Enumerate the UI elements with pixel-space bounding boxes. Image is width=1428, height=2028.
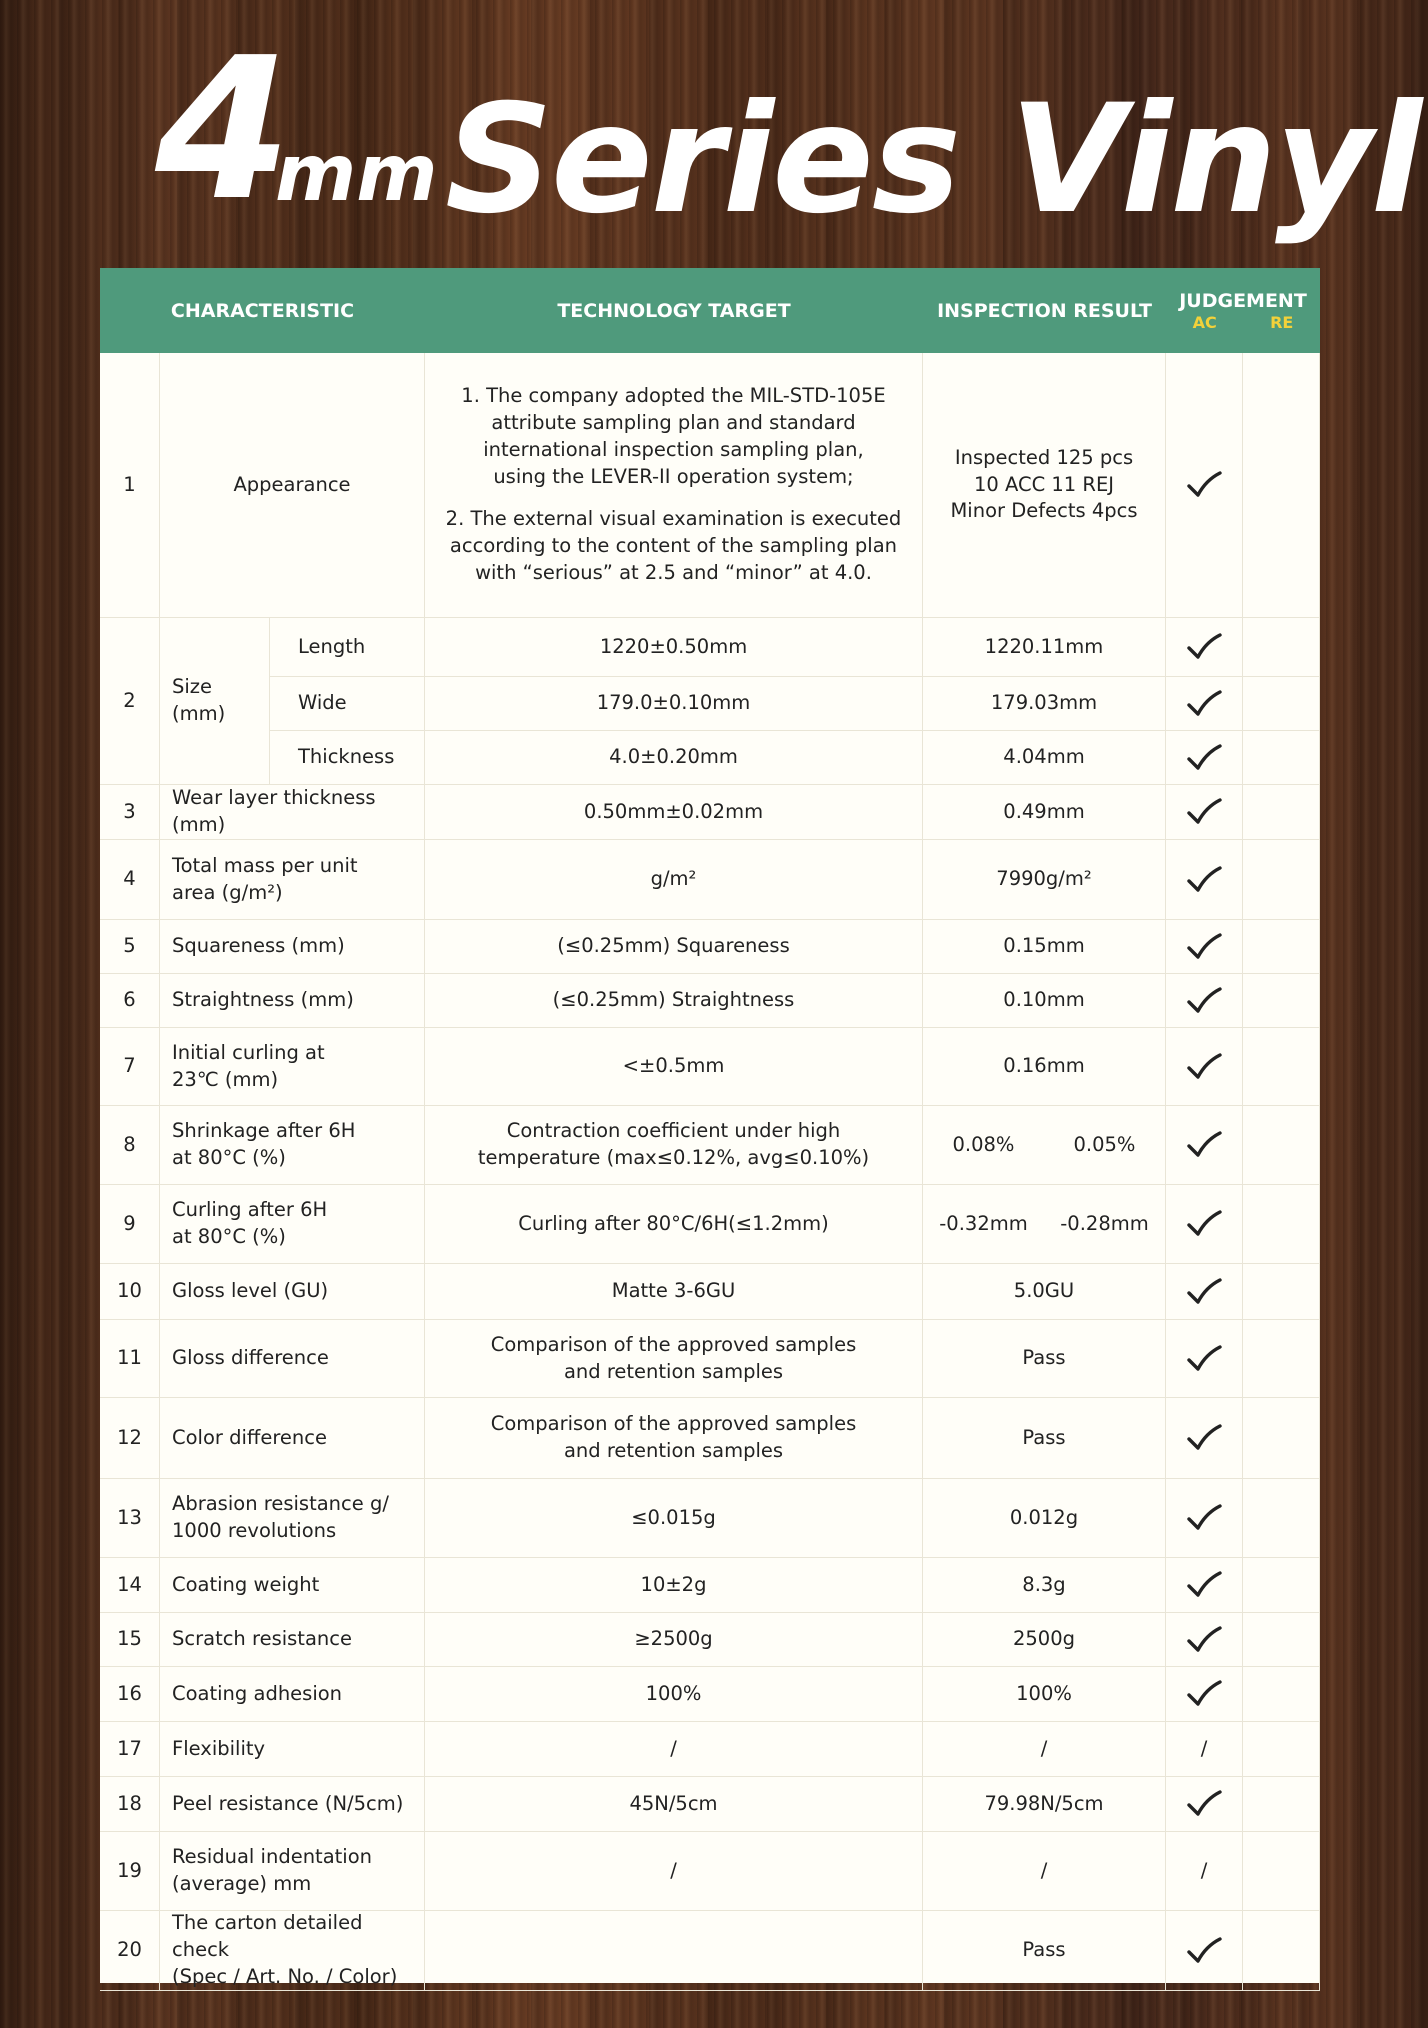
- inspection-result: 1220.11mm: [923, 618, 1166, 677]
- judgement-ac: [1166, 1667, 1243, 1722]
- technology-target: Contraction coefficient under high temperature (max≤0.12%, avg≤0.10%): [425, 1106, 923, 1185]
- row-number: 7: [100, 1028, 160, 1106]
- sub-characteristic-wide: Wide: [270, 677, 425, 731]
- technology-target: 4.0±0.20mm: [425, 731, 923, 785]
- characteristic-name: Shrinkage after 6H at 80°C (%): [160, 1106, 425, 1185]
- judgement-ac: [1166, 353, 1243, 618]
- judgement-re: [1243, 353, 1320, 618]
- inspection-result: [923, 1106, 1166, 1185]
- judgement-ac: [1166, 618, 1243, 677]
- checkmark-icon: [1186, 1679, 1222, 1709]
- characteristic-name: The carton detailed check (Spec / Art. No. / Color): [160, 1911, 425, 1991]
- judgement-re: [1243, 1185, 1320, 1264]
- row-number: 6: [100, 974, 160, 1028]
- judgement-re: [1243, 1832, 1320, 1911]
- checkmark-icon: [1186, 1052, 1222, 1082]
- result-value-1: 0.08%: [952, 1132, 1015, 1156]
- judgement-re: [1243, 920, 1320, 974]
- judgement-re: [1243, 1106, 1320, 1185]
- row-number: 10: [100, 1264, 160, 1320]
- technology-target: 1220±0.50mm: [425, 618, 923, 677]
- checkmark-icon: [1186, 1130, 1222, 1160]
- characteristic-name: Initial curling at 23℃ (mm): [160, 1028, 425, 1106]
- checkmark-icon: [1186, 1503, 1222, 1533]
- row-number: 3: [100, 785, 160, 840]
- technology-target: Comparison of the approved samples and retention samples: [425, 1320, 923, 1398]
- inspection-result: /: [923, 1832, 1166, 1911]
- characteristic-name: Residual indentation (average) mm: [160, 1832, 425, 1911]
- checkmark-icon: [1186, 1936, 1222, 1966]
- technology-target: [425, 1911, 923, 1991]
- technology-target: Comparison of the approved samples and retention samples: [425, 1398, 923, 1479]
- header-technology-target: TECHNOLOGY TARGET: [425, 268, 923, 353]
- row-number: 4: [100, 840, 160, 920]
- checkmark-icon: [1186, 1209, 1222, 1239]
- judgement-ac: [1166, 731, 1243, 785]
- technology-target: ≤0.015g: [425, 1479, 923, 1558]
- characteristic-name: Gloss level (GU): [160, 1264, 425, 1320]
- inspection-result: 0.16mm: [923, 1028, 1166, 1106]
- technology-target: [425, 353, 923, 618]
- checkmark-icon: [1186, 743, 1222, 773]
- checkmark-icon: [1186, 1344, 1222, 1374]
- inspection-result: Pass: [923, 1398, 1166, 1479]
- checkmark-icon: [1186, 689, 1222, 719]
- characteristic-name: Color difference: [160, 1398, 425, 1479]
- characteristic-name: Squareness (mm): [160, 920, 425, 974]
- checkmark-icon: [1186, 865, 1222, 895]
- technology-target: g/m²: [425, 840, 923, 920]
- judgement-ac: [1166, 1264, 1243, 1320]
- characteristic-name: Appearance: [160, 353, 425, 618]
- inspection-result: /: [923, 1722, 1166, 1777]
- row-number: 15: [100, 1613, 160, 1667]
- judgement-re: [1243, 1911, 1320, 1991]
- inspection-result: 7990g/m²: [923, 840, 1166, 920]
- judgement-ac: [1166, 1911, 1243, 1991]
- inspection-result: 4.04mm: [923, 731, 1166, 785]
- judgement-re: [1243, 1777, 1320, 1832]
- inspection-result: Pass: [923, 1320, 1166, 1398]
- judgement-re: [1243, 974, 1320, 1028]
- judgement-re-label: RE: [1270, 312, 1294, 332]
- judgement-ac: [1166, 1185, 1243, 1264]
- judgement-ac: [1166, 920, 1243, 974]
- row-number: 14: [100, 1558, 160, 1613]
- inspection-result: 0.012g: [923, 1479, 1166, 1558]
- judgement-ac: [1166, 974, 1243, 1028]
- judgement-label: JUDGEMENT: [1179, 289, 1307, 312]
- checkmark-icon: [1186, 932, 1222, 962]
- judgement-ac: [1166, 1320, 1243, 1398]
- row-number: 18: [100, 1777, 160, 1832]
- inspection-result: Pass: [923, 1911, 1166, 1991]
- characteristic-name: Peel resistance (N/5cm): [160, 1777, 425, 1832]
- judgement-re: [1243, 840, 1320, 920]
- checkmark-icon: [1186, 797, 1222, 827]
- result-value-1: -0.32mm: [939, 1211, 1028, 1235]
- technology-target: Curling after 80°C/6H(≤1.2mm): [425, 1185, 923, 1264]
- checkmark-icon: [1186, 1625, 1222, 1655]
- title-unit: mm: [275, 129, 438, 219]
- checkmark-icon: [1186, 986, 1222, 1016]
- technology-target: 100%: [425, 1667, 923, 1722]
- technology-target: 10±2g: [425, 1558, 923, 1613]
- judgement-ac: /: [1166, 1722, 1243, 1777]
- judgement-ac: [1166, 1106, 1243, 1185]
- inspection-result: 2500g: [923, 1613, 1166, 1667]
- row-number: 8: [100, 1106, 160, 1185]
- judgement-re: [1243, 1028, 1320, 1106]
- judgement-ac: [1166, 677, 1243, 731]
- judgement-ac: [1166, 840, 1243, 920]
- technology-target: 0.50mm±0.02mm: [425, 785, 923, 840]
- characteristic-name: Coating weight: [160, 1558, 425, 1613]
- header-inspection-result: INSPECTION RESULT: [923, 268, 1166, 353]
- technology-target: /: [425, 1722, 923, 1777]
- judgement-re: [1243, 731, 1320, 785]
- header-characteristic: CHARACTERISTIC: [100, 268, 425, 353]
- checkmark-icon: [1186, 1570, 1222, 1600]
- row-number: 12: [100, 1398, 160, 1479]
- checkmark-icon: [1186, 1423, 1222, 1453]
- target-paragraph-1: 1. The company adopted the MIL-STD-105E attribute sampling plan and standard international inspection sampling plan, using the LEVER-II operation system;: [461, 383, 886, 488]
- inspection-result: 0.10mm: [923, 974, 1166, 1028]
- row-number: 17: [100, 1722, 160, 1777]
- judgement-ac: [1166, 1613, 1243, 1667]
- row-number: 19: [100, 1832, 160, 1911]
- technology-target: /: [425, 1832, 923, 1911]
- judgement-ac: /: [1166, 1832, 1243, 1911]
- characteristic-name: Curling after 6H at 80°C (%): [160, 1185, 425, 1264]
- judgement-re: [1243, 677, 1320, 731]
- row-number: 13: [100, 1479, 160, 1558]
- technology-target: <±0.5mm: [425, 1028, 923, 1106]
- inspection-result: [923, 353, 1166, 618]
- judgement-ac: [1166, 1479, 1243, 1558]
- judgement-re: [1243, 1398, 1320, 1479]
- characteristic-name: Straightness (mm): [160, 974, 425, 1028]
- inspection-result: 5.0GU: [923, 1264, 1166, 1320]
- result-value-2: -0.28mm: [1060, 1211, 1149, 1235]
- checkmark-icon: [1186, 1277, 1222, 1307]
- sub-characteristic-length: Length: [270, 618, 425, 677]
- judgement-re: [1243, 1479, 1320, 1558]
- judgement-ac: [1166, 1777, 1243, 1832]
- characteristic-name: Scratch resistance: [160, 1613, 425, 1667]
- characteristic-name: Size (mm): [160, 618, 270, 785]
- judgement-re: [1243, 1667, 1320, 1722]
- page-title: [155, 16, 1421, 247]
- characteristic-name: Wear layer thickness (mm): [160, 785, 425, 840]
- checkmark-icon: [1186, 632, 1222, 662]
- sub-characteristic-thickness: Thickness: [270, 731, 425, 785]
- technology-target: ≥2500g: [425, 1613, 923, 1667]
- inspection-result: 79.98N/5cm: [923, 1777, 1166, 1832]
- technology-target: (≤0.25mm) Straightness: [425, 974, 923, 1028]
- judgement-re: [1243, 785, 1320, 840]
- inspection-result: 0.15mm: [923, 920, 1166, 974]
- judgement-ac: [1166, 1558, 1243, 1613]
- characteristic-name: Coating adhesion: [160, 1667, 425, 1722]
- header-judgement: [1166, 268, 1320, 353]
- title-words: Series Vinyl: [445, 73, 1421, 247]
- row-number: 9: [100, 1185, 160, 1264]
- characteristic-name: Total mass per unit area (g/m²): [160, 840, 425, 920]
- result-text: Inspected 125 pcs 10 ACC 11 REJ Minor Defects 4pcs: [950, 445, 1138, 523]
- judgement-re: [1243, 1722, 1320, 1777]
- row-number: 16: [100, 1667, 160, 1722]
- checkmark-icon: [1186, 470, 1222, 500]
- judgement-re: [1243, 1264, 1320, 1320]
- characteristic-name: Gloss difference: [160, 1320, 425, 1398]
- inspection-table: [100, 268, 1320, 1988]
- characteristic-name: Abrasion resistance g/ 1000 revolutions: [160, 1479, 425, 1558]
- judgement-re: [1243, 1558, 1320, 1613]
- technology-target: 179.0±0.10mm: [425, 677, 923, 731]
- inspection-result: 100%: [923, 1667, 1166, 1722]
- row-number: 5: [100, 920, 160, 974]
- inspection-result: [923, 1185, 1166, 1264]
- technology-target: (≤0.25mm) Squareness: [425, 920, 923, 974]
- inspection-result: 0.49mm: [923, 785, 1166, 840]
- row-number: 2: [100, 618, 160, 785]
- title-number: 4: [155, 16, 288, 244]
- judgement-ac: [1166, 785, 1243, 840]
- technology-target: 45N/5cm: [425, 1777, 923, 1832]
- judgement-re: [1243, 618, 1320, 677]
- judgement-ac-label: AC: [1192, 312, 1217, 332]
- row-number: 20: [100, 1911, 160, 1991]
- row-number: 1: [100, 353, 160, 618]
- target-paragraph-2: 2. The external visual examination is executed according to the content of the sampling plan with “serious” at 2.5 and “minor” at 4.0.: [445, 507, 902, 585]
- checkmark-icon: [1186, 1789, 1222, 1819]
- judgement-re: [1243, 1320, 1320, 1398]
- technology-target: Matte 3-6GU: [425, 1264, 923, 1320]
- judgement-re: [1243, 1613, 1320, 1667]
- inspection-result: 8.3g: [923, 1558, 1166, 1613]
- judgement-ac: [1166, 1398, 1243, 1479]
- result-value-2: 0.05%: [1073, 1132, 1136, 1156]
- inspection-result: 179.03mm: [923, 677, 1166, 731]
- characteristic-name: Flexibility: [160, 1722, 425, 1777]
- row-number: 11: [100, 1320, 160, 1398]
- judgement-ac: [1166, 1028, 1243, 1106]
